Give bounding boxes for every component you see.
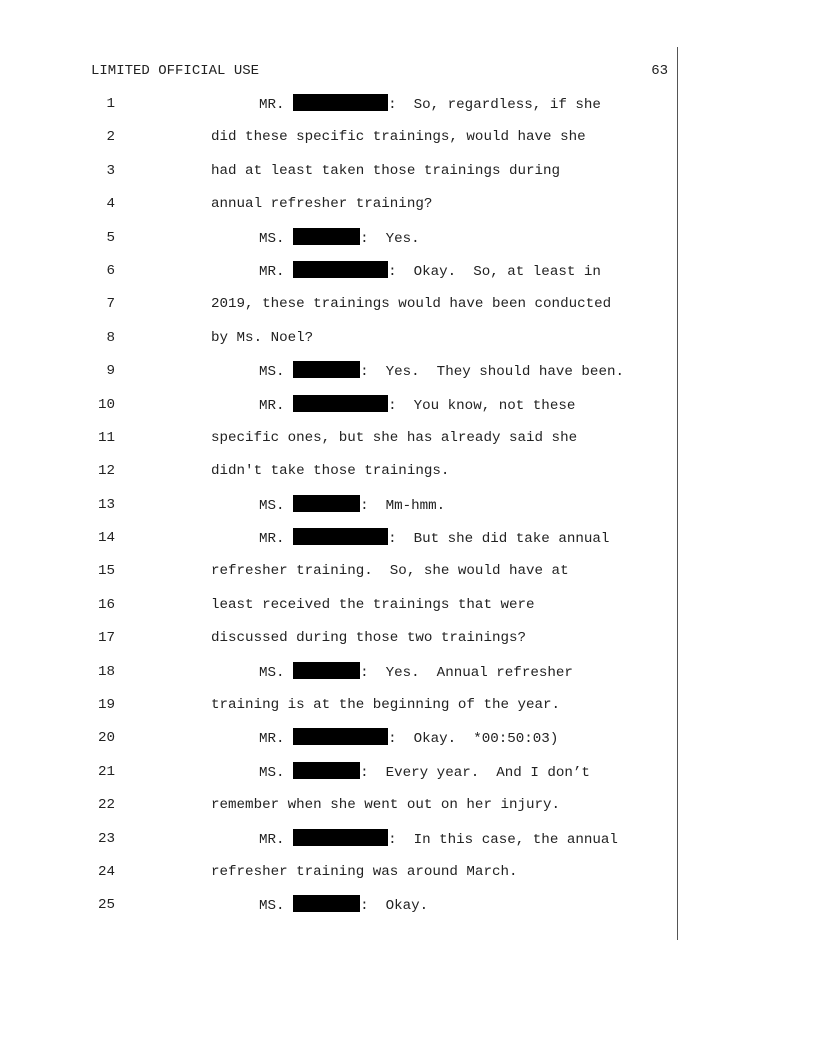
transcript-line — [0, 261, 816, 294]
speaker-line — [259, 94, 601, 115]
redaction-box — [293, 495, 360, 512]
speaker-line — [259, 895, 428, 916]
redaction-box — [293, 261, 388, 278]
line-content: : You know, not these — [388, 397, 576, 414]
transcript-line — [0, 495, 816, 528]
line-number: 10 — [97, 396, 115, 413]
redaction-box — [293, 895, 360, 912]
line-number: 19 — [97, 697, 115, 714]
speaker-label: MS. — [259, 230, 285, 247]
line-number: 9 — [106, 363, 115, 380]
speaker-label: MS. — [259, 764, 285, 781]
speaker-line — [259, 361, 624, 382]
line-content: by Ms. Noel? — [211, 329, 314, 346]
line-number: 20 — [97, 730, 115, 747]
line-content: specific ones, but she has already said she — [211, 429, 578, 446]
speaker-line — [259, 528, 609, 549]
line-content: : Yes. Annual refresher — [360, 664, 573, 681]
line-number: 13 — [97, 496, 115, 513]
redaction-box — [293, 728, 388, 745]
line-number: 7 — [106, 296, 115, 313]
speaker-label: MR. — [259, 731, 285, 748]
speaker-label: MR. — [259, 397, 285, 414]
speaker-label: MR. — [259, 97, 285, 113]
line-content: 2019, these trainings would have been conducted — [211, 296, 612, 313]
transcript-line — [0, 161, 816, 194]
transcript-line — [0, 795, 816, 828]
line-number: 25 — [97, 897, 115, 914]
line-content: discussed during those two trainings? — [211, 630, 527, 647]
line-number: 11 — [97, 429, 115, 446]
transcript-line — [0, 94, 816, 127]
line-number: 5 — [106, 229, 115, 246]
transcript-line — [0, 127, 816, 160]
transcript-line — [0, 762, 816, 795]
line-number: 17 — [97, 630, 115, 647]
line-number: 6 — [106, 262, 115, 279]
line-number: 15 — [97, 563, 115, 580]
redaction-box — [293, 361, 360, 378]
transcript-line — [0, 194, 816, 227]
transcript-line — [0, 228, 816, 261]
line-number: 14 — [97, 530, 115, 547]
speaker-label: MR. — [259, 831, 285, 848]
transcript-line — [0, 395, 816, 428]
line-content: remember when she went out on her injury. — [211, 797, 561, 814]
speaker-label: MS. — [259, 898, 285, 915]
line-number: 8 — [106, 329, 115, 346]
transcript-line — [0, 662, 816, 695]
speaker-line — [259, 762, 590, 783]
transcript-line — [0, 595, 816, 628]
speaker-line — [259, 395, 575, 416]
line-content: did these specific trainings, would have she — [211, 129, 586, 146]
line-number: 12 — [97, 463, 115, 480]
speaker-label: MR. — [259, 531, 285, 548]
transcript-body — [0, 94, 816, 929]
line-number: 18 — [97, 663, 115, 680]
transcript-line — [0, 862, 816, 895]
transcript-line — [0, 561, 816, 594]
speaker-label: MS. — [259, 364, 285, 381]
speaker-line — [259, 261, 601, 282]
line-content: had at least taken those trainings during — [211, 162, 561, 179]
line-content: : Yes. They should have been. — [360, 364, 624, 381]
line-content: refresher training was around March. — [211, 863, 518, 880]
redaction-box — [293, 94, 388, 111]
line-number: 21 — [97, 763, 115, 780]
speaker-label: MS. — [259, 497, 285, 514]
transcript-line — [0, 829, 816, 862]
line-content: : Okay. So, at least in — [388, 263, 601, 280]
speaker-line — [259, 662, 573, 683]
classification-marking: LIMITED OFFICIAL USE — [91, 63, 260, 79]
transcript-line — [0, 361, 816, 394]
line-number: 3 — [106, 162, 115, 179]
redaction-box — [293, 762, 360, 779]
speaker-line — [259, 728, 558, 749]
line-number: 22 — [97, 797, 115, 814]
line-content: annual refresher training? — [211, 196, 433, 213]
line-content: : So, regardless, if she — [388, 97, 601, 113]
line-number: 2 — [106, 129, 115, 146]
line-content: : Yes. — [360, 230, 420, 247]
line-content: : Mm-hmm. — [360, 497, 446, 514]
redaction-box — [293, 395, 388, 412]
transcript-line — [0, 895, 816, 928]
line-content: didn't take those trainings. — [211, 463, 450, 480]
transcript-line — [0, 428, 816, 461]
speaker-label: MS. — [259, 664, 285, 681]
page-header — [91, 61, 668, 81]
redaction-box — [293, 528, 388, 545]
speaker-line — [259, 495, 445, 516]
speaker-line — [259, 829, 618, 850]
speaker-line — [259, 228, 420, 249]
line-number: 24 — [97, 863, 115, 880]
line-number: 1 — [106, 96, 115, 112]
line-content: : In this case, the annual — [388, 831, 618, 848]
line-content: : But she did take annual — [388, 531, 610, 548]
transcript-line — [0, 628, 816, 661]
line-content: : Okay. *00:50:03) — [388, 731, 559, 748]
line-number: 4 — [106, 196, 115, 213]
transcript-line — [0, 461, 816, 494]
redaction-box — [293, 228, 360, 245]
redaction-box — [293, 662, 360, 679]
line-content: refresher training. So, she would have at — [211, 563, 569, 580]
transcript-line — [0, 328, 816, 361]
transcript-line — [0, 528, 816, 561]
line-number: 23 — [97, 830, 115, 847]
page-number: 63 — [651, 63, 668, 79]
line-content: least received the trainings that were — [211, 596, 535, 613]
redaction-box — [293, 829, 388, 846]
speaker-label: MR. — [259, 263, 285, 280]
line-content: training is at the beginning of the year. — [211, 697, 561, 714]
transcript-line — [0, 695, 816, 728]
line-content: : Okay. — [360, 898, 429, 915]
transcript-line — [0, 294, 816, 327]
transcript-line — [0, 728, 816, 761]
line-number: 16 — [97, 596, 115, 613]
line-content: : Every year. And I don’t — [360, 764, 590, 781]
